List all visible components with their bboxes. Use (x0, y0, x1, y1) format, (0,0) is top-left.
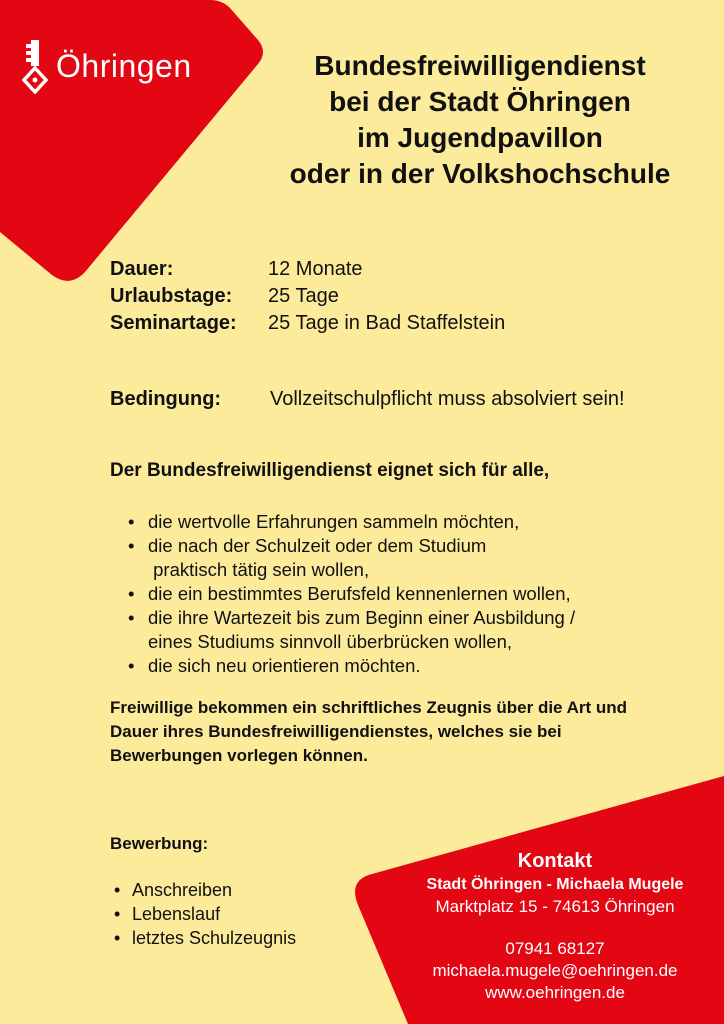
fact-value: 25 Tage (268, 285, 339, 307)
fact-label: Urlaubstage: (110, 285, 233, 307)
title-line: oder in der Volkshochschule (289, 158, 671, 189)
title-line: Bundesfreiwilligendienst (314, 50, 646, 81)
city-logo (22, 36, 232, 96)
contact-email[interactable]: michaela.mugele@oehringen.de (432, 961, 678, 980)
title-line: bei der Stadt Öhringen (329, 86, 631, 117)
list-item: • die ihre Wartezeit bis zum Beginn einer Ausbildung / eines Studiums sinnvoll überbrücken wollen, (128, 606, 575, 654)
contact-address: Marktplatz 15 - 74613 Öhringen (435, 897, 675, 916)
title-line: im Jugendpavillon (357, 122, 603, 153)
certificate-line: Bewerbungen vorlegen können. (110, 746, 368, 765)
fact-vacation (110, 283, 505, 310)
condition-row (110, 388, 625, 411)
fact-duration (110, 256, 505, 283)
application-heading: Bewerbung: (110, 834, 209, 853)
page-title (255, 48, 705, 192)
certificate-line: Dauer ihres Bundesfreiwilligendienstes, welches sie bei (110, 722, 562, 741)
suits-list (128, 510, 575, 678)
facts-block (110, 256, 505, 337)
fact-value: 12 Monate (268, 258, 363, 280)
contact-org: Stadt Öhringen - Michaela Mugele (426, 876, 684, 893)
fact-seminar (110, 310, 505, 337)
list-item: • Anschreiben (114, 878, 296, 902)
contact-website[interactable]: www.oehringen.de (485, 983, 625, 1002)
fact-label: Dauer: (110, 258, 174, 280)
contact-block (385, 848, 724, 1004)
list-item: • die ein bestimmtes Berufsfeld kennenlernen wollen, (128, 582, 575, 606)
application-list (114, 878, 296, 950)
fact-label: Seminartage: (110, 312, 237, 334)
condition-value: Vollzeitschulpflicht muss absolviert sein! (270, 388, 625, 410)
list-item: • die wertvolle Erfahrungen sammeln möchten, (128, 510, 575, 534)
certificate-note (110, 696, 710, 768)
contact-phone[interactable]: 07941 68127 (505, 939, 605, 958)
city-key-icon (22, 38, 48, 94)
list-item: • die nach der Schulzeit oder dem Studium praktisch tätig sein wollen, (128, 534, 575, 582)
list-item: • letztes Schulzeugnis (114, 926, 296, 950)
list-item: • Lebenslauf (114, 902, 296, 926)
condition-label: Bedingung: (110, 388, 222, 410)
fact-value: 25 Tage in Bad Staffelstein (268, 312, 506, 334)
suits-heading: Der Bundesfreiwilligendienst eignet sich für alle, (110, 460, 550, 481)
city-name: Öhringen (56, 47, 192, 84)
list-item: • die sich neu orientieren möchten. (128, 654, 575, 678)
contact-heading: Kontakt (517, 850, 593, 872)
certificate-line: Freiwillige bekommen ein schriftliches Zeugnis über die Art und (110, 698, 628, 717)
